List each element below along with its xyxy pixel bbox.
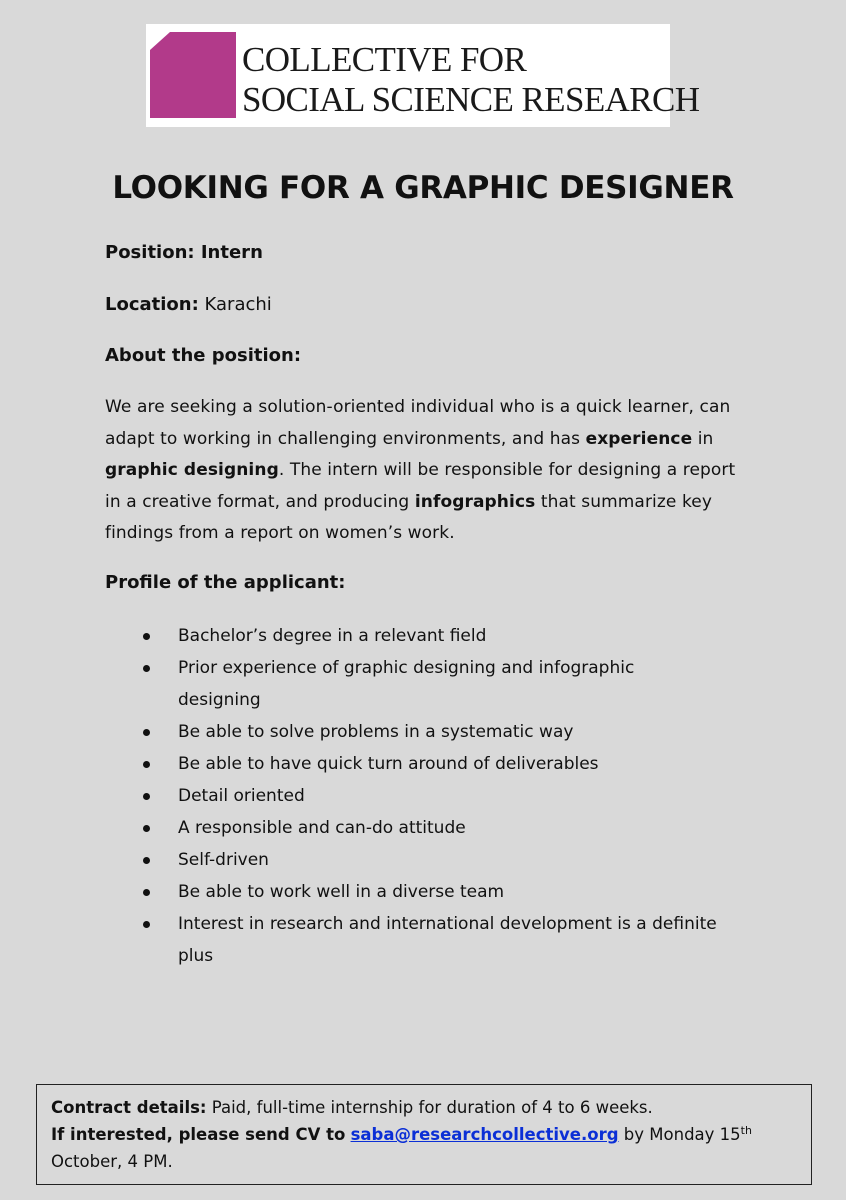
deadline-line: October, 4 PM.	[51, 1152, 173, 1171]
bullet-icon	[143, 921, 150, 928]
location-value: Karachi	[198, 294, 272, 315]
list-item: A responsible and can-do attitude	[0, 812, 718, 844]
logo-line-2: SOCIAL SCIENCE RESEARCH	[242, 80, 700, 119]
contract-details-box	[36, 1084, 812, 1185]
profile-heading: Profile of the applicant:	[105, 572, 346, 593]
about-paragraph: We are seeking a solution-oriented individual who is a quick learner, can adapt to working in challenging environments, and has experience in graphic designing. The intern will be responsible for designing a report in a creative format, and producing infographics that summarize key findings from a report on women’s work.	[105, 397, 736, 543]
bullet-icon	[143, 825, 150, 832]
contract-line	[51, 1094, 797, 1121]
contract-text: Paid, full-time internship for duration of 4 to 6 weeks.	[206, 1098, 653, 1117]
list-item: Detail oriented	[0, 780, 718, 812]
apply-label: If interested, please send CV to	[51, 1125, 346, 1144]
position-label: Position: Intern	[105, 242, 263, 263]
bullet-icon	[143, 633, 150, 640]
bullet-icon	[143, 793, 150, 800]
logo-text	[242, 40, 699, 120]
bullet-icon	[143, 729, 150, 736]
email-link[interactable]: saba@researchcollective.org	[350, 1125, 619, 1144]
contract-label: Contract details:	[51, 1098, 207, 1117]
bullet-icon	[143, 665, 150, 672]
list-item: Be able to have quick turn around of deliverables	[0, 748, 718, 780]
bullet-icon	[143, 889, 150, 896]
list-item: Interest in research and international development is a definite plus	[0, 908, 718, 972]
list-item: Bachelor’s degree in a relevant field	[0, 620, 718, 652]
position-field	[105, 242, 263, 263]
list-item: Prior experience of graphic designing and infographic designing	[0, 652, 718, 716]
list-item: Be able to solve problems in a systematic way	[0, 716, 718, 748]
list-item: Self-driven	[0, 844, 718, 876]
logo-mark-icon	[150, 32, 236, 118]
bullet-icon	[143, 857, 150, 864]
bullet-icon	[143, 761, 150, 768]
deadline-day: by Monday 15	[618, 1125, 741, 1144]
date-suffix: th	[740, 1124, 752, 1137]
profile-list	[0, 620, 718, 972]
apply-line	[51, 1121, 797, 1148]
location-label: Location:	[105, 294, 199, 315]
list-item: Be able to work well in a diverse team	[0, 876, 718, 908]
location-field	[105, 294, 272, 315]
page-title: LOOKING FOR A GRAPHIC DESIGNER	[112, 170, 734, 206]
logo-line-1: COLLECTIVE FOR	[242, 40, 527, 79]
about-heading: About the position:	[105, 345, 302, 366]
organization-logo	[146, 24, 700, 127]
